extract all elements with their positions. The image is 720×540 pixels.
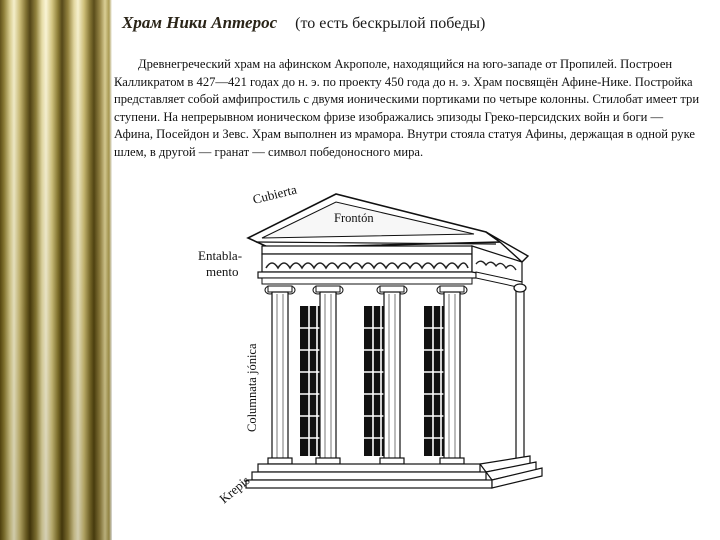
label-entablamento-1: Entabla- [198,248,243,263]
entablature [258,246,522,288]
label-fronton: Frontón [334,211,374,225]
title-main: Храм Ники Аптерос [122,13,278,32]
label-cubierta: Cubierta [251,181,299,207]
decorative-stripes-shade [0,0,112,540]
title-subtitle: (то есть бескрылой победы) [295,15,486,32]
label-columnata: Columnata jónica [245,343,259,432]
description-paragraph: Древнегреческий храм на афинском Акрополе, находящийся на юго-западе от Пропилей. Построен Калликратом в 427—421 годах до н. э. по проекту 450 года до н. э. Храм посвящён Афине-Нике. Постройка представляет собой амфипростиль с двумя ионическими портиками по четыре колонны. Стилобат имеет три ступени. На непрерывном ионическом фризе изображались эпизоды Греко-персидских войн и боги — Афина, Посейдон и Зевс. Храм выполнен из мрамора. Внутри стояла статуя Афины, держащая в одной руке шлем, в другой — гранат — символ победоносного мира. [114,57,700,159]
label-krepis: Krepis [216,472,253,507]
label-entablamento-2: mento [206,264,239,279]
slide-title [122,13,485,33]
column-capitals [265,286,467,294]
temple-diagram [196,178,556,518]
